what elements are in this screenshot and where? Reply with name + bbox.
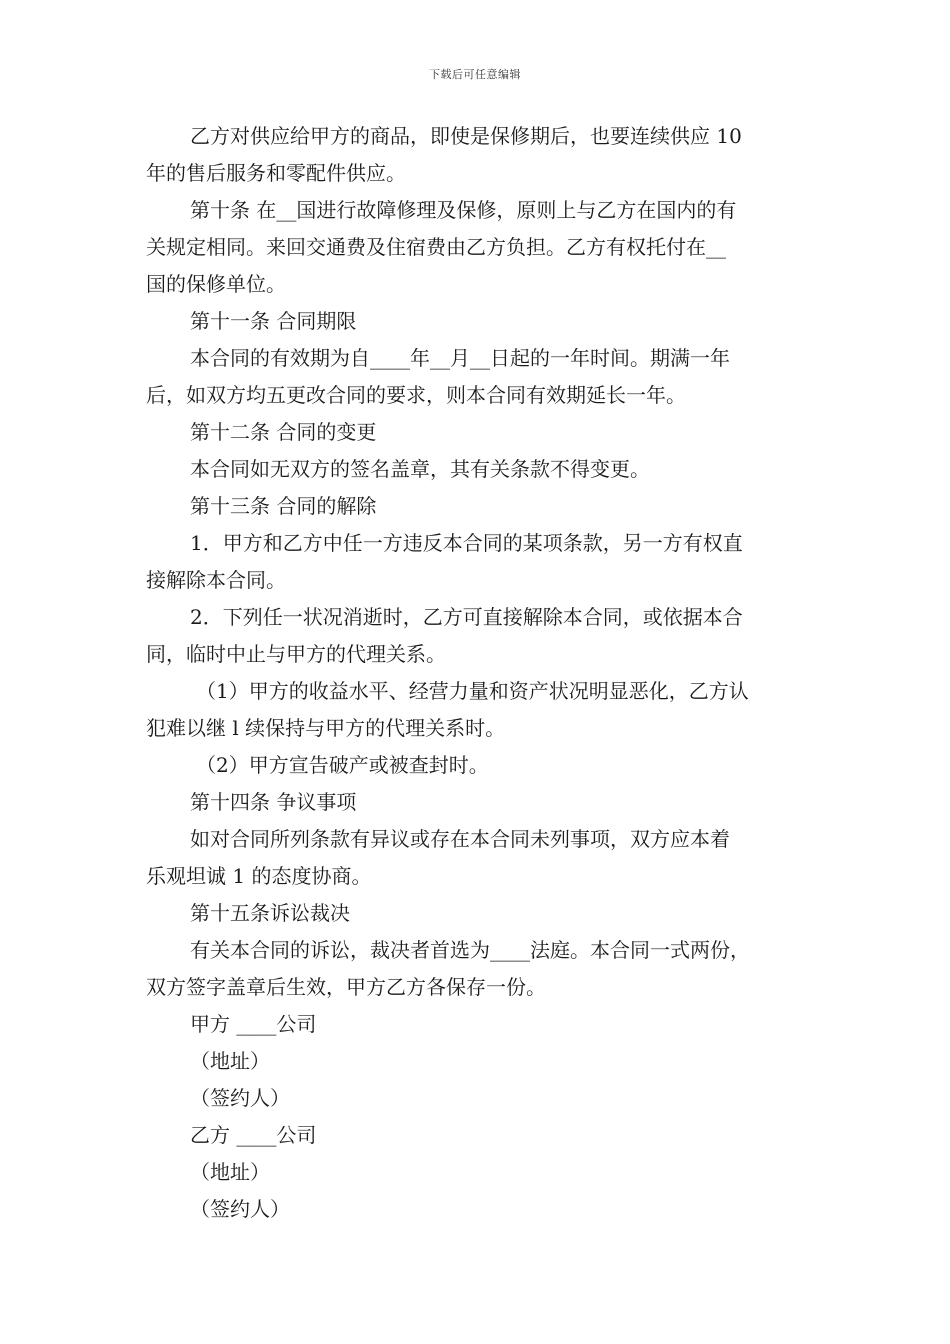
paragraph-line: 后，如双方均五更改合同的要求，则本合同有效期延长一年。 <box>146 383 686 407</box>
subclause-2-line: （2）甲方宣告破产或被查封时。 <box>196 753 489 777</box>
paragraph-line: 本合同如无双方的签名盖章，其有关条款不得变更。 <box>190 457 650 481</box>
party-b-company: 乙方 ____公司 <box>190 1123 317 1147</box>
article-14-heading: 第十四条 争议事项 <box>190 790 357 814</box>
article-10-line: 第十条 在__国进行故障修理及保修，原则上与乙方在国内的有 <box>190 198 737 222</box>
paragraph-line: 接解除本合同。 <box>146 568 286 592</box>
clause-2-line: 2．下列任一状况消逝时，乙方可直接解除本合同，或依据本合 <box>190 605 743 629</box>
paragraph-line: 关规定相同。来回交通费及住宿费由乙方负担。乙方有权托付在__ <box>146 235 726 259</box>
article-15-heading: 第十五条诉讼裁决 <box>190 901 350 925</box>
article-12-heading: 第十二条 合同的变更 <box>190 420 377 444</box>
paragraph-line: 双方签字盖章后生效，甲方乙方各保存一份。 <box>146 975 546 999</box>
paragraph-line: 有关本合同的诉讼，裁决者首选为____法庭。本合同一式两份， <box>190 938 750 962</box>
paragraph-line: 乙方对供应给甲方的商品，即使是保修期后，也要连续供应 10 <box>190 124 742 148</box>
paragraph-line: 犯难以继 l 续保持与甲方的代理关系时。 <box>146 716 506 740</box>
paragraph-line: 如对合同所列条款有异议或存在本合同未列事项，双方应本着 <box>190 827 730 851</box>
page-header: 下载后可任意编辑 <box>429 68 521 81</box>
paragraph-line: 乐观坦诚 1 的态度协商。 <box>146 864 372 888</box>
clause-1-line: 1．甲方和乙方中任一方违反本合同的某项条款，另一方有权直 <box>190 531 743 555</box>
document-body <box>146 118 826 1228</box>
party-a-signatory: （签约人） <box>190 1086 290 1110</box>
paragraph-line: 国的保修单位。 <box>146 272 286 296</box>
paragraph-line: 本合同的有效期为自____年__月__日起的一年时间。期满一年 <box>190 346 730 370</box>
paragraph-line: 年的售后服务和零配件供应。 <box>146 161 406 185</box>
article-13-heading: 第十三条 合同的解除 <box>190 494 377 518</box>
paragraph-line: 同，临时中止与甲方的代理关系。 <box>146 642 446 666</box>
party-a-company: 甲方 ____公司 <box>190 1012 317 1036</box>
subclause-1-line: （1）甲方的收益水平、经营力量和资产状况明显恶化，乙方认 <box>196 679 749 703</box>
party-b-signatory: （签约人） <box>190 1197 290 1221</box>
party-a-address: （地址） <box>190 1049 270 1073</box>
party-b-address: （地址） <box>190 1160 270 1184</box>
article-11-heading: 第十一条 合同期限 <box>190 309 357 333</box>
